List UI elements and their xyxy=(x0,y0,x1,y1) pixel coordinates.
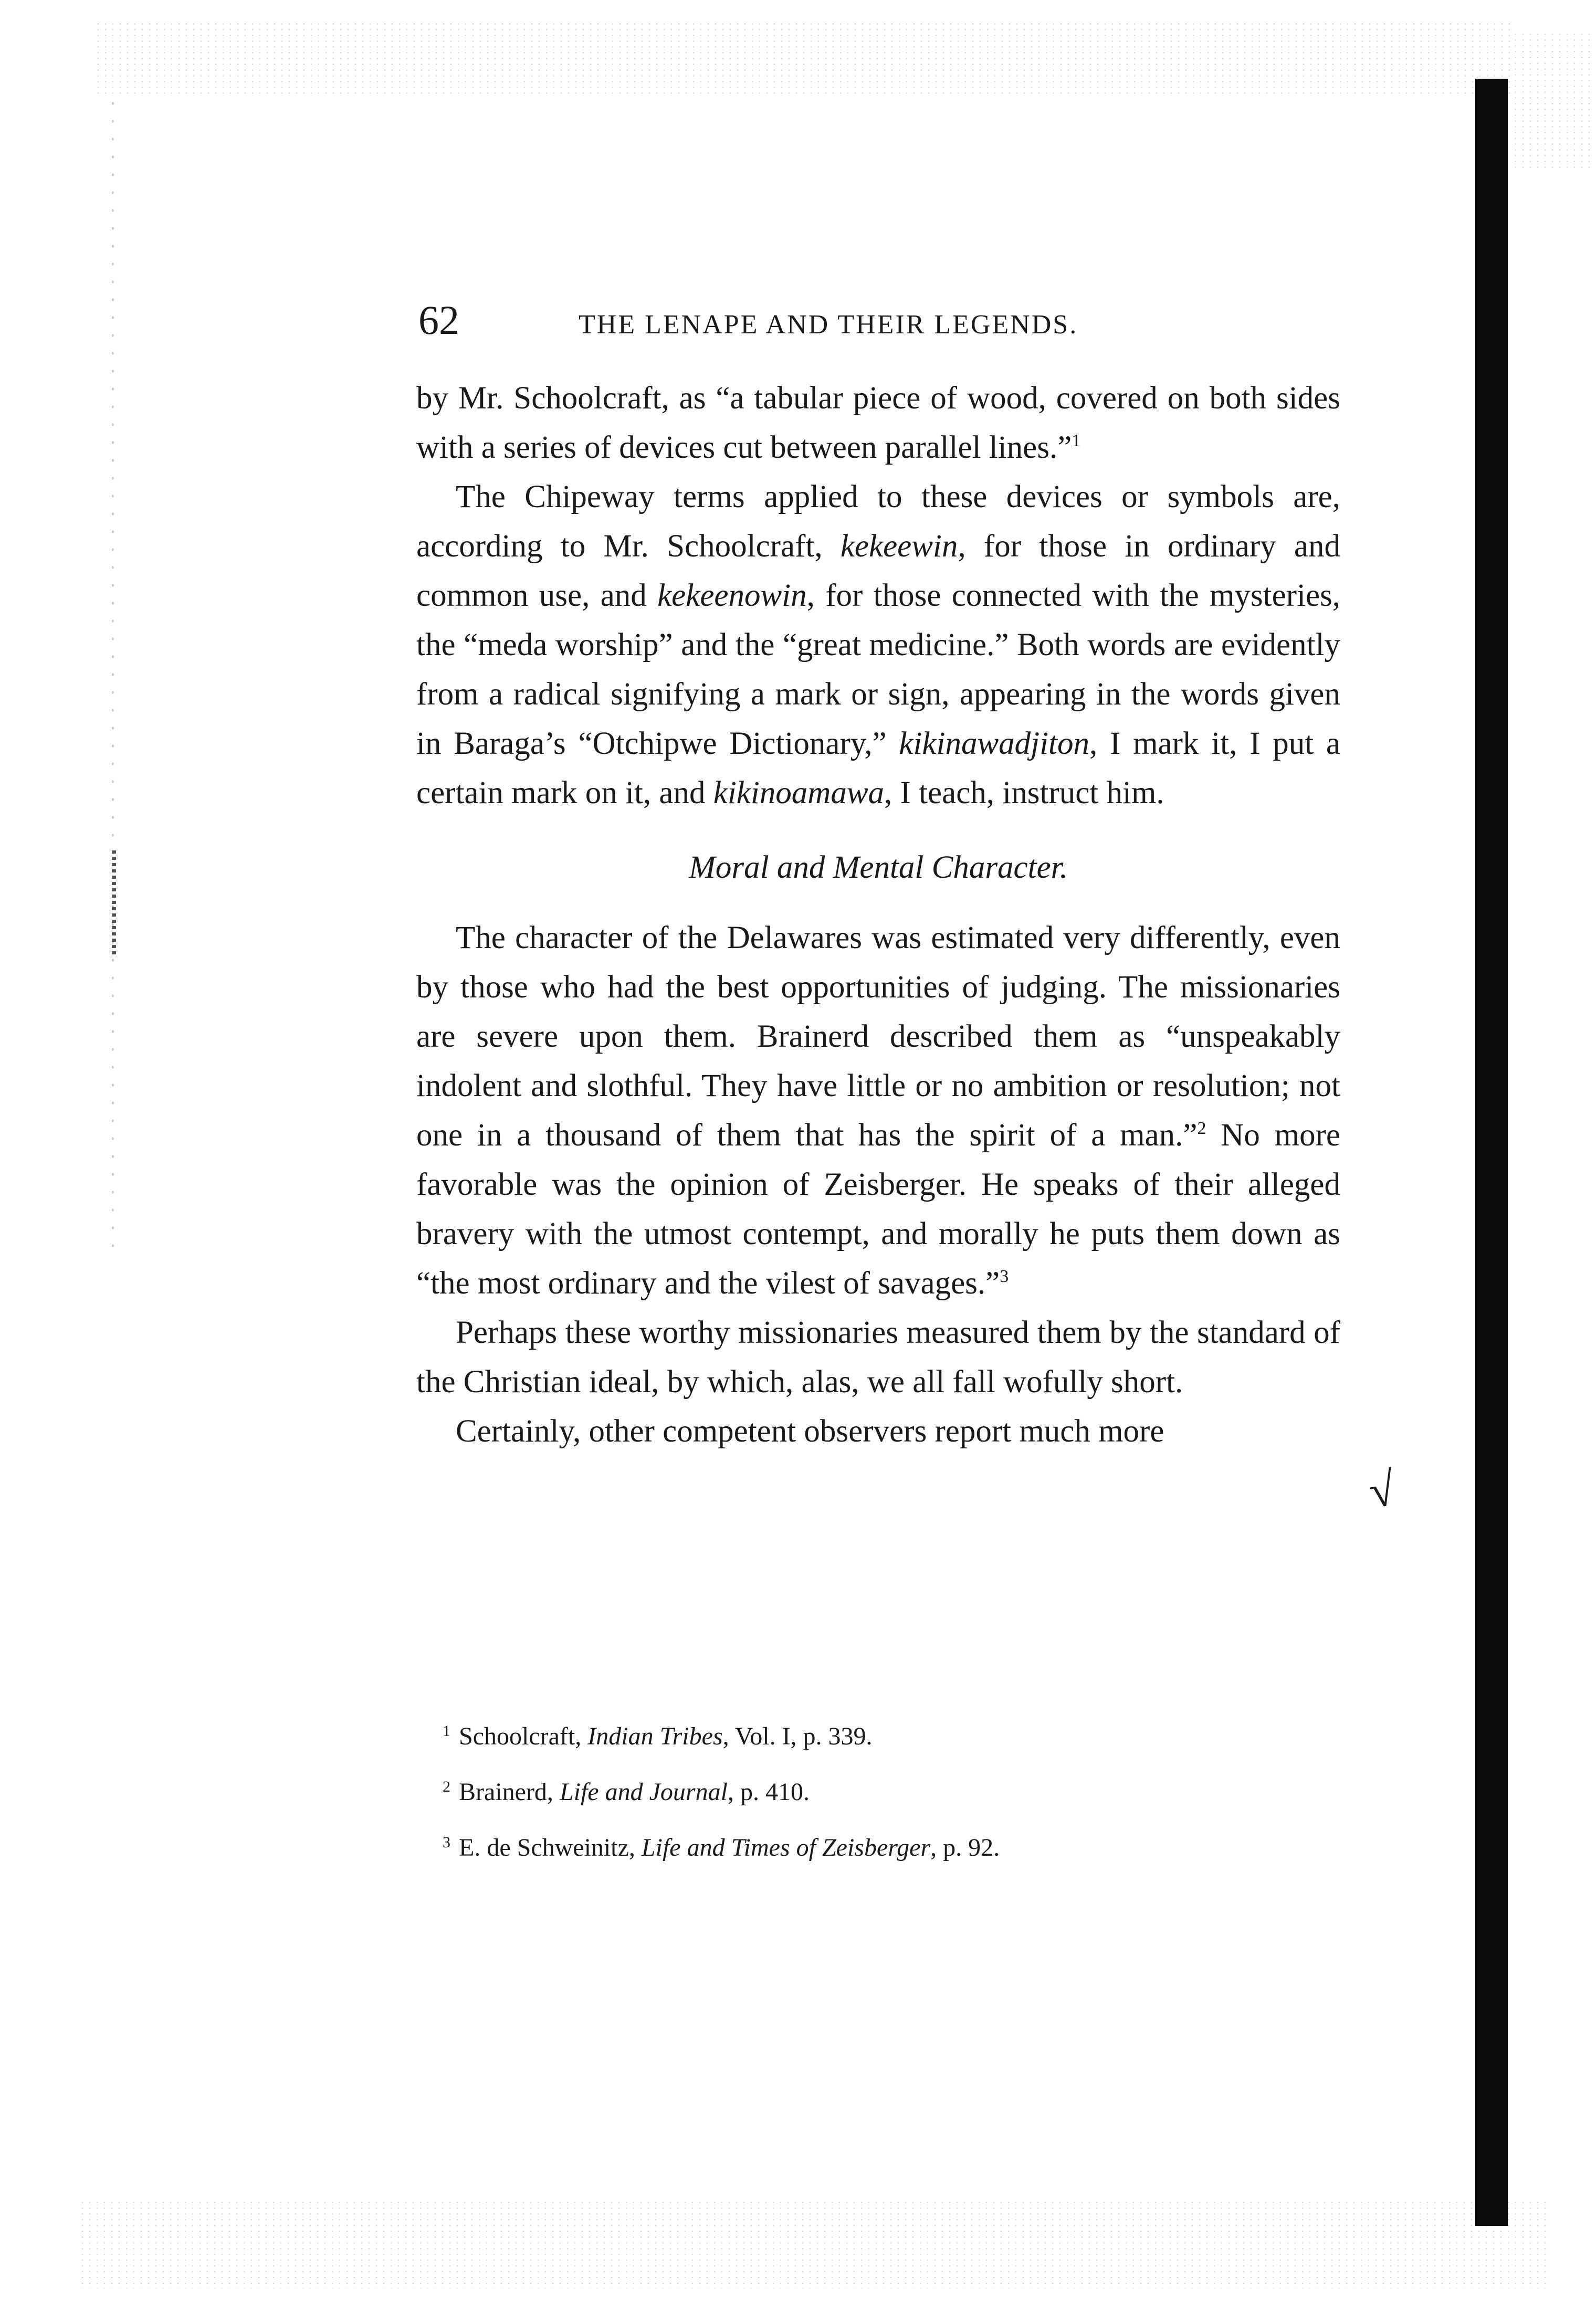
footnote-1: $^1$ Schoolcraft, Indian Tribes, Vol. I, p. 339. xyxy=(443,1722,873,1750)
footnotes xyxy=(443,1706,1335,1873)
bottom-edge-speckle xyxy=(79,2200,1549,2289)
section-heading: Moral and Mental Character. xyxy=(689,850,1068,885)
top-edge-speckle xyxy=(94,21,1512,94)
left-margin-rule xyxy=(112,850,116,955)
paragraph-1: by Mr. Schoolcraft, as “a tabular piece of wood, covered on both sides with a series of devices cut between parallel lines.”$^1$ xyxy=(416,381,1340,465)
paragraph-5: Certainly, other competent observers report much more xyxy=(456,1414,1164,1449)
paragraph-4: Perhaps these worthy missionaries measured them by the standard of the Christian ideal, by which, alas, we all fall wofully short. xyxy=(416,1315,1340,1400)
footnote-2: $^2$ Brainerd, Life and Journal, p. 410. xyxy=(443,1778,810,1806)
paragraph-3: The character of the Delawares was estimated very differently, even by those who had the best opportunities of judging. The missionaries are severe upon them. Brainerd described them as “unspeakably indolent and slothful. They have little or no ambition or resolution; not one in a thousand of them that has the spirit of a man.”$^2$ No more favorable was the opinion of Zeisberger. He speaks of their alleged bravery with the utmost contempt, and morally he puts them down as “the most ordinary and the vilest of savages.”$^3$ xyxy=(416,920,1340,1301)
margin-checkmark: √ xyxy=(1364,1463,1400,1519)
footnote-3: $^3$ E. de Schweinitz, Life and Times of Zeisberger, p. 92. xyxy=(443,1834,1000,1862)
right-edge-speckle xyxy=(1512,31,1591,168)
page-header xyxy=(418,294,1342,346)
page-number: 62 xyxy=(418,297,459,343)
running-title: THE LENAPE AND THEIR LEGENDS. xyxy=(579,310,1078,340)
footnote-ref-2: 2 xyxy=(1197,1119,1206,1138)
footnote-ref-1: 1 xyxy=(1072,431,1081,450)
body-text xyxy=(416,374,1340,1456)
left-margin-specks xyxy=(108,94,118,1249)
binding-shadow xyxy=(1475,79,1508,2226)
footnote-ref-3: 3 xyxy=(1000,1267,1009,1286)
paragraph-2: The Chipeway terms applied to these devices or symbols are, according to Mr. Schoolcraft, kekeewin, for those in ordinary and common use, and kekeenowin, for those connected with the mysteries, the “meda worship” and the “great medicine.” Both words are evidently from a radical signifying a mark or sign, appearing in the words given in Baraga’s “Otchipwe Dictionary,” kikinawadjiton, I mark it, I put a certain mark on it, and kikinoamawa, I teach, instruct him. xyxy=(416,479,1341,811)
